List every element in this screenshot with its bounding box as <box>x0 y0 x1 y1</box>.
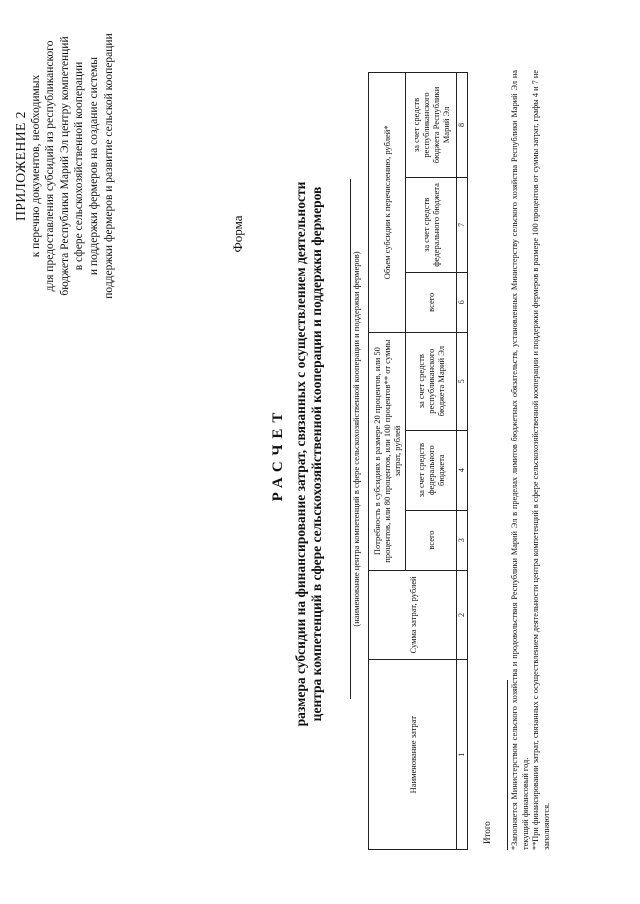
annex-block <box>14 6 116 326</box>
column-number: 3 <box>457 510 468 570</box>
column-number: 1 <box>457 660 468 850</box>
center-name-caption: (наименование центра компетенций в сфере сельскохозяйственной кооперации и поддержки фермеров) <box>351 251 361 627</box>
column-number: 2 <box>457 570 468 660</box>
document-title: РАСЧЕТ <box>270 406 286 502</box>
header-federal: за счет средств федерального бюджета <box>406 177 457 272</box>
annex-line: поддержки фермеров и развитие сельской кооперации <box>102 33 115 299</box>
header-republic: за счет средств республиканского бюджета Марий Эл <box>406 332 457 430</box>
center-name-blank <box>340 179 351 699</box>
header-republic: за счет средств республиканского бюджета Республики Марий Эл <box>406 73 457 178</box>
calculation-table <box>368 72 468 850</box>
annex-title: ПРИЛОЖЕНИЕ 2 <box>13 111 28 221</box>
header-federal: за счет средств федерального бюджета <box>406 430 457 510</box>
annex-line: к перечню документов, необходимых <box>29 74 42 258</box>
annex-line: для предоставления субсидий из республиканского <box>44 40 57 292</box>
column-number: 6 <box>457 272 468 332</box>
column-number: 4 <box>457 430 468 510</box>
column-number: 7 <box>457 177 468 272</box>
header-subsidy-need: Потребность в субсидиях в размере 20 процентов, или 50 процентов, или 80 процентов, или 100 процентов** от суммы затрат, рублей <box>369 332 406 570</box>
column-number: 8 <box>457 73 468 178</box>
heading-line: центра компетенций в сфере сельскохозяйственной кооперации и поддержки фермеров <box>309 186 324 722</box>
footnotes <box>510 70 552 850</box>
annex-line: и поддержки фермеров на создание системы <box>87 56 100 276</box>
annex-line: в сфере сельскохозяйственной кооперации <box>73 61 86 271</box>
header-total: всего <box>406 272 457 332</box>
header-cost-name: Наименование затрат <box>369 660 457 850</box>
header-subsidy-volume: Объем субсидии к перечислению, рублей* <box>369 73 406 333</box>
header-total: всего <box>406 510 457 570</box>
document-heading <box>293 144 325 764</box>
annex-line: бюджета Республики Марий Эл центру компетенций <box>58 36 71 296</box>
footnote: **При финансировании затрат, связанных с осуществлением деятельности центра компетенций в сфере сельскохозяйственной кооперации и поддержки фермеров в размере 100 процентов от суммы затрат, графы 4 и 7 не заполняются. <box>531 70 551 850</box>
form-label: Форма <box>230 215 245 253</box>
footnote: *Заполняется Министерством сельского хозяйства и продовольствия Республики Марий Эл в пределах лимитов бюджетных обязательств, установленных Министерству сельского хозяйства Республики Марий Эл на текущий финансовый год. <box>510 70 530 850</box>
column-number: 5 <box>457 332 468 430</box>
header-cost-sum: Сумма затрат, рублей <box>369 570 457 660</box>
footnote-divider <box>507 680 508 850</box>
heading-line: размера субсидии на финансирование затрат, связанных с осуществлением деятельности <box>293 181 308 727</box>
total-row-label: Итого <box>482 821 492 844</box>
